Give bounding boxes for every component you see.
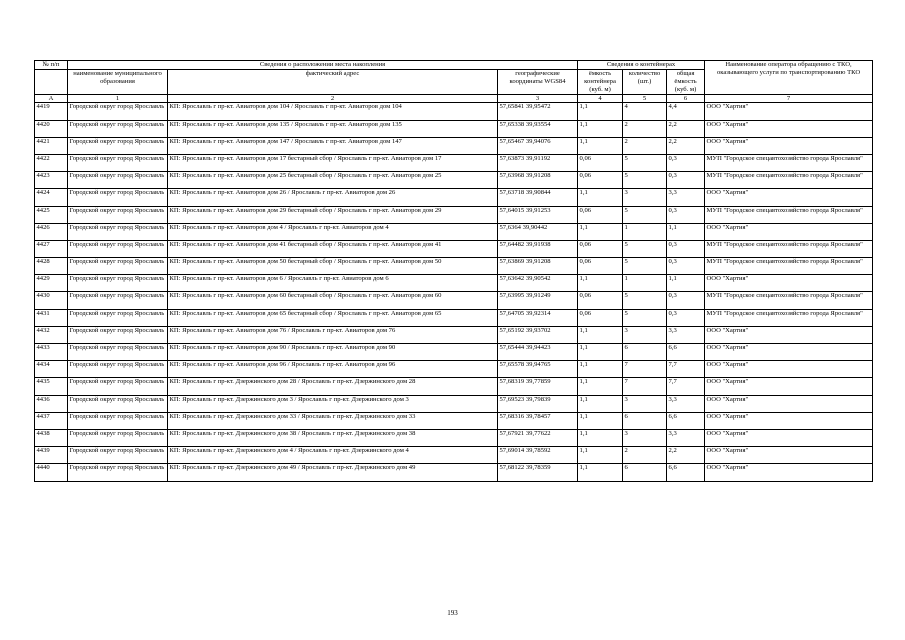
column-index-row (35, 95, 873, 103)
table-row (35, 361, 873, 378)
cell-operator: ООО "Хартия" (705, 223, 873, 240)
cell-coordinates: 57,63718 39,90844 (498, 189, 578, 206)
cell-coordinates: 57,68319 39,77859 (498, 378, 578, 395)
cell-number: 4426 (35, 223, 68, 240)
cell-municipality: Городской округ город Ярославль (68, 344, 168, 361)
cell-operator: ООО "Хартия" (705, 137, 873, 154)
header-address: фактический адрес (168, 70, 498, 95)
cell-coordinates: 57,65841 39,95472 (498, 103, 578, 120)
cell-total: 6,6 (667, 464, 705, 481)
table-row (35, 344, 873, 361)
waste-sites-table (34, 60, 873, 482)
cell-capacity: 1,1 (578, 326, 623, 343)
cell-total: 0,3 (667, 309, 705, 326)
table-row (35, 206, 873, 223)
cell-total: 0,3 (667, 258, 705, 275)
cell-number: 4431 (35, 309, 68, 326)
cell-operator: МУП "Городское спецавтохозяйство города Ярославля" (705, 240, 873, 257)
header-coords: географические координаты WGS84 (498, 70, 578, 95)
cell-coordinates: 57,63642 39,90542 (498, 275, 578, 292)
cell-operator: ООО "Хартия" (705, 344, 873, 361)
cell-operator: ООО "Хартия" (705, 464, 873, 481)
cell-operator: ООО "Хартия" (705, 326, 873, 343)
cell-address: КП: Ярославль г пр-кт. Дзержинского дом 49 / Ярославль г пр-кт. Дзержинского дом 49 (168, 464, 498, 481)
table-row (35, 240, 873, 257)
cell-address: КП: Ярославль г пр-кт. Дзержинского дом 3 / Ярославль г пр-кт. Дзержинского дом 3 (168, 395, 498, 412)
table-row (35, 292, 873, 309)
cell-number: 4438 (35, 429, 68, 446)
cell-municipality: Городской округ город Ярославль (68, 206, 168, 223)
cell-capacity: 0,06 (578, 292, 623, 309)
cell-operator: МУП "Городское спецавтохозяйство города Ярославля" (705, 154, 873, 171)
cell-total: 6,6 (667, 412, 705, 429)
cell-count: 2 (623, 120, 667, 137)
cell-coordinates: 57,63995 39,91249 (498, 292, 578, 309)
cell-capacity: 1,1 (578, 395, 623, 412)
cell-municipality: Городской округ город Ярославль (68, 378, 168, 395)
cell-municipality: Городской округ город Ярославль (68, 258, 168, 275)
cell-capacity: 1,1 (578, 447, 623, 464)
cell-municipality: Городской округ город Ярославль (68, 309, 168, 326)
cell-count: 3 (623, 395, 667, 412)
cell-number: 4432 (35, 326, 68, 343)
col-index: А (35, 95, 68, 103)
cell-address: КП: Ярославль г пр-кт. Авиаторов дом 25 бестарный сбор / Ярославль г пр-кт. Авиаторов дом 25 (168, 172, 498, 189)
cell-municipality: Городской округ город Ярославль (68, 137, 168, 154)
header-containers: Сведения о контейнерах (578, 61, 705, 70)
cell-count: 5 (623, 154, 667, 171)
cell-coordinates: 57,64015 39,91253 (498, 206, 578, 223)
cell-address: КП: Ярославль г пр-кт. Авиаторов дом 65 бестарный сбор / Ярославль г пр-кт. Авиаторов дом 65 (168, 309, 498, 326)
cell-count: 5 (623, 309, 667, 326)
cell-count: 3 (623, 429, 667, 446)
table-row (35, 447, 873, 464)
cell-count: 6 (623, 412, 667, 429)
cell-address: КП: Ярославль г пр-кт. Дзержинского дом 38 / Ярославль г пр-кт. Дзержинского дом 38 (168, 429, 498, 446)
cell-municipality: Городской округ город Ярославль (68, 172, 168, 189)
cell-number: 4420 (35, 120, 68, 137)
header-location: Сведения о расположении места накопления (68, 61, 578, 70)
cell-operator: ООО "Хартия" (705, 275, 873, 292)
cell-total: 0,3 (667, 240, 705, 257)
cell-coordinates: 57,63968 39,91208 (498, 172, 578, 189)
cell-coordinates: 57,6364 39,90442 (498, 223, 578, 240)
cell-address: КП: Ярославль г пр-кт. Дзержинского дом 28 / Ярославль г пр-кт. Дзержинского дом 28 (168, 378, 498, 395)
cell-capacity: 1,1 (578, 378, 623, 395)
cell-count: 4 (623, 103, 667, 120)
cell-capacity: 1,1 (578, 412, 623, 429)
cell-municipality: Городской округ город Ярославль (68, 189, 168, 206)
cell-total: 3,3 (667, 189, 705, 206)
cell-capacity: 1,1 (578, 361, 623, 378)
cell-total: 3,3 (667, 395, 705, 412)
cell-capacity: 1,1 (578, 344, 623, 361)
cell-number: 4435 (35, 378, 68, 395)
cell-operator: ООО "Хартия" (705, 429, 873, 446)
table-row (35, 120, 873, 137)
cell-operator: ООО "Хартия" (705, 103, 873, 120)
cell-total: 2,2 (667, 447, 705, 464)
table-row (35, 412, 873, 429)
cell-coordinates: 57,65338 39,93554 (498, 120, 578, 137)
cell-operator: МУП "Городское спецавтохозяйство города Ярославля" (705, 309, 873, 326)
table-row (35, 223, 873, 240)
cell-count: 2 (623, 137, 667, 154)
cell-count: 1 (623, 223, 667, 240)
cell-number: 4424 (35, 189, 68, 206)
cell-number: 4436 (35, 395, 68, 412)
col-index: 4 (578, 95, 623, 103)
cell-total: 6,6 (667, 344, 705, 361)
cell-municipality: Городской округ город Ярославль (68, 292, 168, 309)
cell-address: КП: Ярославль г пр-кт. Авиаторов дом 96 / Ярославль г пр-кт. Авиаторов дом 96 (168, 361, 498, 378)
header-operator: Наименование оператора обращению с ТКО, оказывающего услуги по транспортированию ТКО (705, 61, 873, 95)
cell-total: 2,2 (667, 120, 705, 137)
cell-capacity: 0,06 (578, 309, 623, 326)
cell-count: 3 (623, 189, 667, 206)
table-row (35, 137, 873, 154)
cell-operator: ООО "Хартия" (705, 412, 873, 429)
cell-count: 6 (623, 344, 667, 361)
cell-number: 4440 (35, 464, 68, 481)
cell-number: 4437 (35, 412, 68, 429)
table-row (35, 464, 873, 481)
cell-operator: МУП "Городское спецавтохозяйство города Ярославля" (705, 206, 873, 223)
table-row (35, 275, 873, 292)
cell-operator: ООО "Хартия" (705, 120, 873, 137)
col-index: 7 (705, 95, 873, 103)
cell-address: КП: Ярославль г пр-кт. Авиаторов дом 135 / Ярославль г пр-кт. Авиаторов дом 135 (168, 120, 498, 137)
col-index: 5 (623, 95, 667, 103)
cell-number: 4423 (35, 172, 68, 189)
cell-coordinates: 57,64705 39,92314 (498, 309, 578, 326)
table-body (35, 103, 873, 481)
cell-municipality: Городской округ город Ярославль (68, 154, 168, 171)
cell-number: 4428 (35, 258, 68, 275)
cell-number: 4422 (35, 154, 68, 171)
cell-total: 1,1 (667, 223, 705, 240)
cell-municipality: Городской округ город Ярославль (68, 240, 168, 257)
table-row (35, 395, 873, 412)
header-num-blank (35, 70, 68, 95)
col-index: 6 (667, 95, 705, 103)
cell-count: 5 (623, 172, 667, 189)
cell-coordinates: 57,65467 39,94076 (498, 137, 578, 154)
cell-number: 4421 (35, 137, 68, 154)
cell-total: 7,7 (667, 378, 705, 395)
cell-address: КП: Ярославль г пр-кт. Авиаторов дом 147 / Ярославль г пр-кт. Авиаторов дом 147 (168, 137, 498, 154)
cell-number: 4433 (35, 344, 68, 361)
table-row (35, 258, 873, 275)
cell-capacity: 1,1 (578, 275, 623, 292)
cell-count: 5 (623, 292, 667, 309)
cell-municipality: Городской округ город Ярославль (68, 326, 168, 343)
cell-address: КП: Ярославль г пр-кт. Авиаторов дом 90 / Ярославль г пр-кт. Авиаторов дом 90 (168, 344, 498, 361)
table-row (35, 154, 873, 171)
cell-municipality: Городской округ город Ярославль (68, 223, 168, 240)
cell-address: КП: Ярославль г пр-кт. Дзержинского дом 4 / Ярославль г пр-кт. Дзержинского дом 4 (168, 447, 498, 464)
cell-operator: МУП "Городское спецавтохозяйство города Ярославля" (705, 292, 873, 309)
cell-count: 5 (623, 206, 667, 223)
cell-capacity: 1,1 (578, 223, 623, 240)
col-index: 1 (68, 95, 168, 103)
cell-municipality: Городской округ город Ярославль (68, 120, 168, 137)
cell-total: 0,3 (667, 292, 705, 309)
header-total: общая ёмкость (куб. м) (667, 70, 705, 95)
cell-capacity: 0,06 (578, 240, 623, 257)
cell-operator: ООО "Хартия" (705, 361, 873, 378)
table-row (35, 309, 873, 326)
cell-coordinates: 57,65444 39,94423 (498, 344, 578, 361)
cell-number: 4434 (35, 361, 68, 378)
cell-municipality: Городской округ город Ярославль (68, 395, 168, 412)
cell-coordinates: 57,65578 39,94765 (498, 361, 578, 378)
cell-number: 4430 (35, 292, 68, 309)
cell-number: 4425 (35, 206, 68, 223)
cell-capacity: 1,1 (578, 103, 623, 120)
cell-address: КП: Ярославль г пр-кт. Авиаторов дом 6 / Ярославль г пр-кт. Авиаторов дом 6 (168, 275, 498, 292)
page-number: 193 (447, 609, 458, 617)
cell-address: КП: Ярославль г пр-кт. Авиаторов дом 76 / Ярославль г пр-кт. Авиаторов дом 76 (168, 326, 498, 343)
cell-capacity: 1,1 (578, 120, 623, 137)
cell-total: 0,3 (667, 172, 705, 189)
cell-number: 4419 (35, 103, 68, 120)
cell-total: 7,7 (667, 361, 705, 378)
cell-municipality: Городской округ город Ярославль (68, 464, 168, 481)
cell-coordinates: 57,64482 39,91938 (498, 240, 578, 257)
cell-capacity: 1,1 (578, 189, 623, 206)
cell-coordinates: 57,63869 39,91208 (498, 258, 578, 275)
table-row (35, 172, 873, 189)
cell-address: КП: Ярославль г пр-кт. Авиаторов дом 41 бестарный сбор / Ярославль г пр-кт. Авиаторов дом 41 (168, 240, 498, 257)
cell-total: 0,3 (667, 206, 705, 223)
cell-capacity: 0,06 (578, 258, 623, 275)
cell-number: 4427 (35, 240, 68, 257)
cell-address: КП: Ярославль г пр-кт. Авиаторов дом 60 бестарный сбор / Ярославль г пр-кт. Авиаторов дом 60 (168, 292, 498, 309)
header-count: количество (шт.) (623, 70, 667, 95)
header-municipality: наименование муниципального образования (68, 70, 168, 95)
cell-coordinates: 57,63873 39,91192 (498, 154, 578, 171)
cell-total: 0,3 (667, 154, 705, 171)
cell-capacity: 0,06 (578, 172, 623, 189)
cell-capacity: 0,06 (578, 206, 623, 223)
cell-coordinates: 57,68316 39,78457 (498, 412, 578, 429)
cell-address: КП: Ярославль г пр-кт. Авиаторов дом 50 бестарный сбор / Ярославль г пр-кт. Авиаторов дом 50 (168, 258, 498, 275)
cell-coordinates: 57,68122 39,78359 (498, 464, 578, 481)
cell-address: КП: Ярославль г пр-кт. Дзержинского дом 33 / Ярославль г пр-кт. Дзержинского дом 33 (168, 412, 498, 429)
header-num: № п/п (35, 61, 68, 70)
table-row (35, 326, 873, 343)
cell-operator: МУП "Городское спецавтохозяйство города Ярославля" (705, 258, 873, 275)
cell-number: 4439 (35, 447, 68, 464)
cell-address: КП: Ярославль г пр-кт. Авиаторов дом 26 / Ярославль г пр-кт. Авиаторов дом 26 (168, 189, 498, 206)
cell-address: КП: Ярославль г пр-кт. Авиаторов дом 17 бестарный сбор / Ярославль г пр-кт. Авиаторов дом 17 (168, 154, 498, 171)
cell-count: 3 (623, 326, 667, 343)
cell-coordinates: 57,65192 39,93702 (498, 326, 578, 343)
cell-number: 4429 (35, 275, 68, 292)
cell-count: 5 (623, 240, 667, 257)
cell-municipality: Городской округ город Ярославль (68, 103, 168, 120)
cell-total: 3,3 (667, 326, 705, 343)
cell-operator: МУП "Городское спецавтохозяйство города Ярославля" (705, 172, 873, 189)
cell-total: 1,1 (667, 275, 705, 292)
table-row (35, 103, 873, 120)
cell-count: 6 (623, 464, 667, 481)
table-row (35, 189, 873, 206)
cell-address: КП: Ярославль г пр-кт. Авиаторов дом 29 бестарный сбор / Ярославль г пр-кт. Авиаторов дом 29 (168, 206, 498, 223)
cell-municipality: Городской округ город Ярославль (68, 447, 168, 464)
header-capacity: ёмкость контейнера (куб. м) (578, 70, 623, 95)
cell-coordinates: 57,69014 39,78592 (498, 447, 578, 464)
cell-capacity: 0,06 (578, 154, 623, 171)
cell-capacity: 1,1 (578, 137, 623, 154)
cell-count: 1 (623, 275, 667, 292)
cell-count: 2 (623, 447, 667, 464)
cell-count: 7 (623, 378, 667, 395)
col-index: 3 (498, 95, 578, 103)
table-row (35, 429, 873, 446)
table-row (35, 378, 873, 395)
cell-municipality: Городской округ город Ярославль (68, 429, 168, 446)
cell-coordinates: 57,69523 39,79839 (498, 395, 578, 412)
cell-operator: ООО "Хартия" (705, 378, 873, 395)
cell-operator: ООО "Хартия" (705, 189, 873, 206)
cell-total: 4,4 (667, 103, 705, 120)
cell-municipality: Городской округ город Ярославль (68, 412, 168, 429)
cell-address: КП: Ярославль г пр-кт. Авиаторов дом 4 / Ярославль г пр-кт. Авиаторов дом 4 (168, 223, 498, 240)
cell-address: КП: Ярославль г пр-кт. Авиаторов дом 104 / Ярославль г пр-кт. Авиаторов дом 104 (168, 103, 498, 120)
cell-operator: ООО "Хартия" (705, 447, 873, 464)
col-index: 2 (168, 95, 498, 103)
cell-coordinates: 57,67921 39,77622 (498, 429, 578, 446)
cell-municipality: Городской округ город Ярославль (68, 275, 168, 292)
cell-total: 3,3 (667, 429, 705, 446)
cell-capacity: 1,1 (578, 464, 623, 481)
cell-total: 2,2 (667, 137, 705, 154)
cell-capacity: 1,1 (578, 429, 623, 446)
table-header (35, 61, 873, 103)
cell-operator: ООО "Хартия" (705, 395, 873, 412)
document-page (34, 60, 872, 482)
cell-count: 5 (623, 258, 667, 275)
cell-municipality: Городской округ город Ярославль (68, 361, 168, 378)
cell-count: 7 (623, 361, 667, 378)
